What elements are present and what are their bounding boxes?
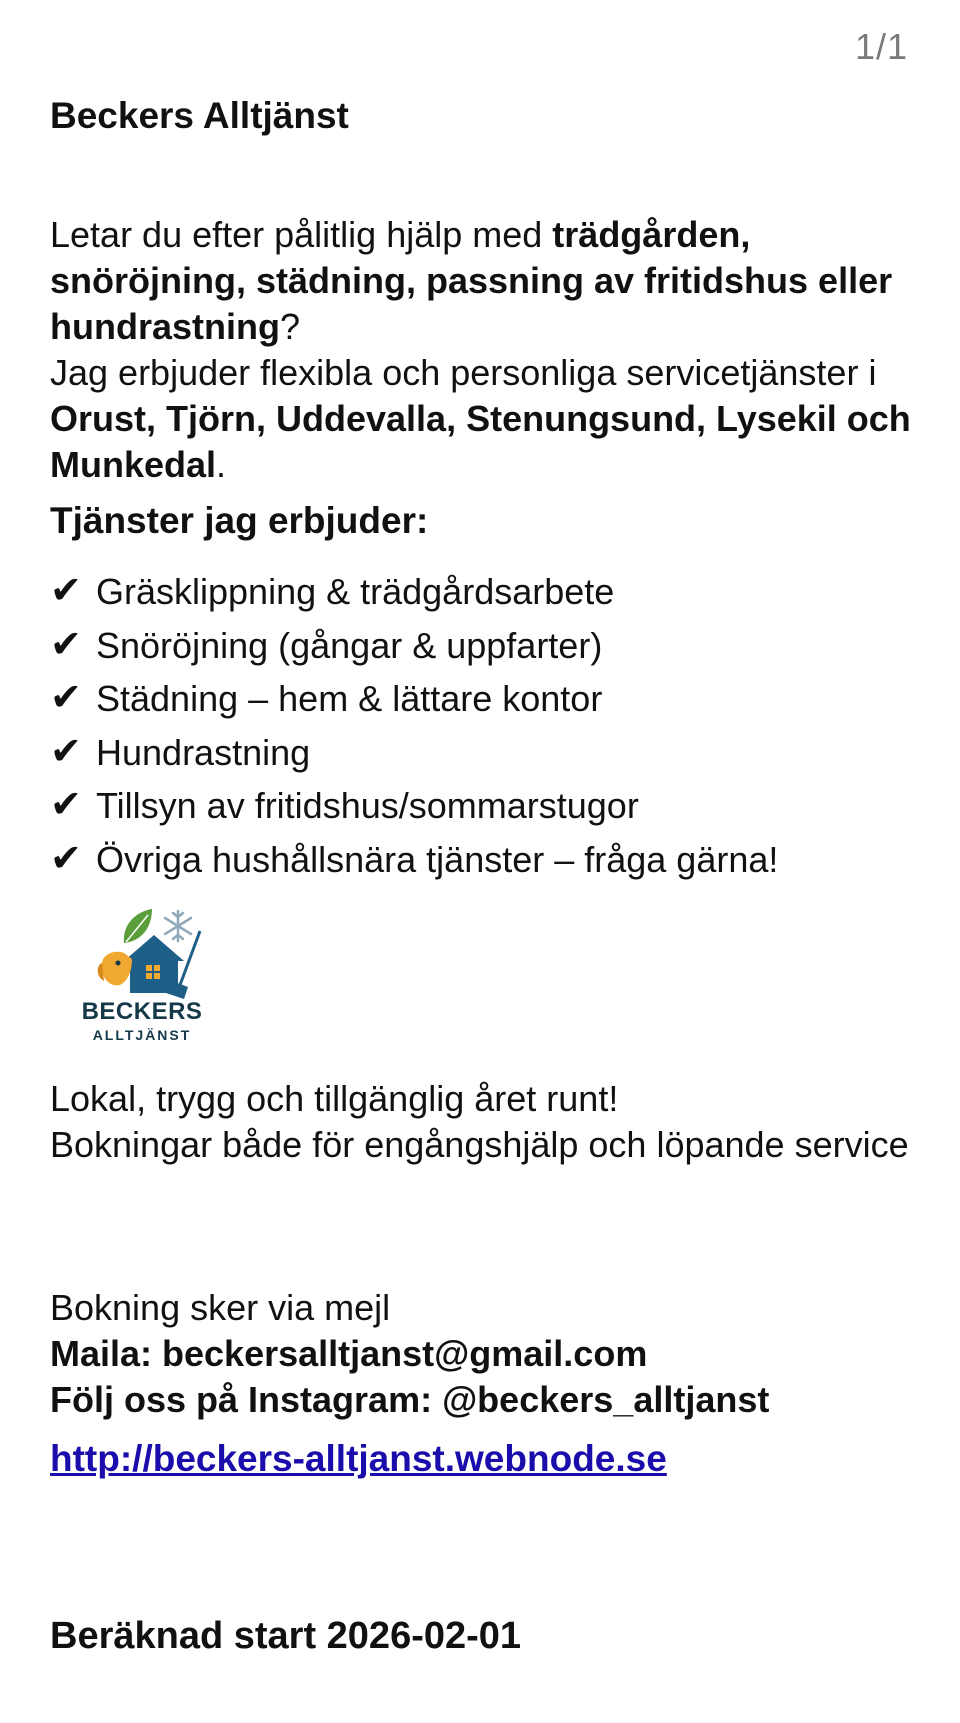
service-label: Övriga hushållsnära tjänster – fråga gärna! (96, 838, 779, 880)
services-heading: Tjänster jag erbjuder: (50, 500, 429, 541)
list-item (50, 726, 778, 780)
intro-services-bold: trädgården, snöröjning, städning, passning av fritidshus eller hundrastning (50, 214, 893, 347)
email-text: Maila: beckersalltjanst@gmail.com (50, 1333, 648, 1374)
local-text (50, 1076, 920, 1168)
check-icon: ✔ (50, 677, 82, 719)
list-item (50, 833, 778, 887)
intro-areas-bold: Orust, Tjörn, Uddevalla, Stenungsund, Lysekil och Munkedal (50, 398, 911, 485)
local-line2: Bokningar både för engångshjälp och löpande service (50, 1124, 909, 1165)
intro-line1-plain: Letar du efter pålitlig hjälp med (50, 214, 553, 255)
services-list (50, 565, 778, 886)
website-link[interactable]: http://beckers-alltjanst.webnode.se (50, 1438, 667, 1479)
page-counter: 1/1 (854, 26, 908, 67)
logo-name: BECKERS (81, 998, 203, 1025)
booking-text: Bokning sker via mejl (50, 1287, 391, 1328)
logo-house-icon (72, 905, 212, 1000)
local-line1: Lokal, trygg och tillgänglig året runt! (50, 1078, 619, 1119)
check-icon: ✔ (50, 623, 82, 666)
check-icon: ✔ (50, 730, 82, 773)
service-label: Gräsklippning & trädgårdsarbete (96, 571, 615, 612)
intro-line2-end: . (216, 444, 227, 485)
contact-block (50, 1285, 920, 1423)
ad-title: Beckers Alltjänst (50, 95, 349, 136)
intro-line1-end: ? (279, 306, 301, 347)
intro-line2-plain: Jag erbjuder flexibla och personliga servicetjänster i (50, 352, 877, 393)
start-date: Beräknad start 2026-02-01 (50, 1615, 522, 1657)
check-icon: ✔ (50, 784, 82, 826)
list-item (50, 672, 778, 726)
list-item (50, 565, 778, 619)
service-label: Hundrastning (96, 731, 311, 773)
list-item (50, 619, 778, 673)
beckers-logo (72, 905, 212, 1045)
check-icon: ✔ (50, 570, 82, 612)
service-label: Snöröjning (gångar & uppfarter) (96, 624, 603, 666)
service-label: Städning – hem & lättare kontor (96, 678, 603, 719)
intro-text (50, 212, 920, 488)
service-label: Tillsyn av fritidshus/sommarstugor (96, 785, 639, 826)
list-item (50, 779, 778, 833)
check-icon: ✔ (50, 837, 82, 880)
logo-subtitle: ALLTJÄNST (92, 1027, 192, 1043)
instagram-text: Följ oss på Instagram: @beckers_alltjanst (50, 1379, 770, 1420)
